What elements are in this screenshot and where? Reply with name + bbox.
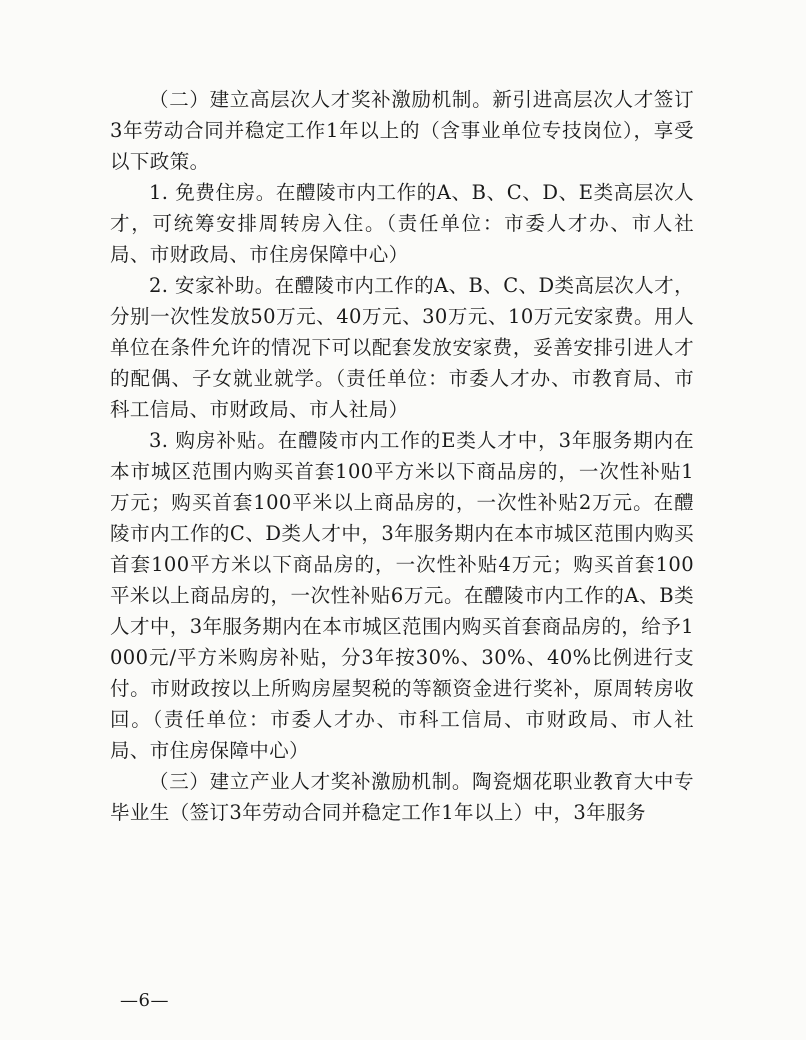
document-body (110, 84, 694, 828)
page-number: —6— (120, 990, 169, 1011)
paragraph-settlement-subsidy: 2. 安家补助。在醴陵市内工作的A、B、C、D类高层次人才，分别一次性发放50万元、40万元、30万元、10万元安家费。用人单位在条件允许的情况下可以配套发放安家费，妥善安排引进人才的配偶、子女就业就学。（责任单位：市委人才办、市教育局、市科工信局、市财政局、市人社局） (110, 274, 694, 421)
paragraph-section-three: （三）建立产业人才奖补激励机制。陶瓷烟花职业教育大中专毕业生（签订3年劳动合同并稳定工作1年以上）中，3年服务 (110, 770, 694, 824)
paragraph-housing-purchase-subsidy: 3. 购房补贴。在醴陵市内工作的E类人才中，3年服务期内在本市城区范围内购买首套100平方米以下商品房的，一次性补贴1万元；购买首套100平米以上商品房的，一次性补贴2万元。在醴陵市内工作的C、D类人才中，3年服务期内在本市城区范围内购买首套100平方米以下商品房的，一次性补贴4万元；购买首套100平米以上商品房的，一次性补贴6万元。在醴陵市内工作的A、B类人才中，3年服务期内在本市城区范围内购买首套商品房的，给予1000元/平方米购房补贴，分3年按30%、30%、40%比例进行支付。市财政按以上所购房屋契税的等额资金进行奖补，原周转房收回。（责任单位：市委人才办、市科工信局、市财政局、市人社局、市住房保障中心） (110, 429, 694, 762)
paragraph-free-housing: 1. 免费住房。在醴陵市内工作的A、B、C、D、E类高层次人才，可统筹安排周转房入住。（责任单位：市委人才办、市人社局、市财政局、市住房保障中心） (110, 181, 694, 266)
paragraph-section-two: （二）建立高层次人才奖补激励机制。新引进高层次人才签订3年劳动合同并稳定工作1年以上的（含事业单位专技岗位），享受以下政策。 (110, 88, 694, 173)
